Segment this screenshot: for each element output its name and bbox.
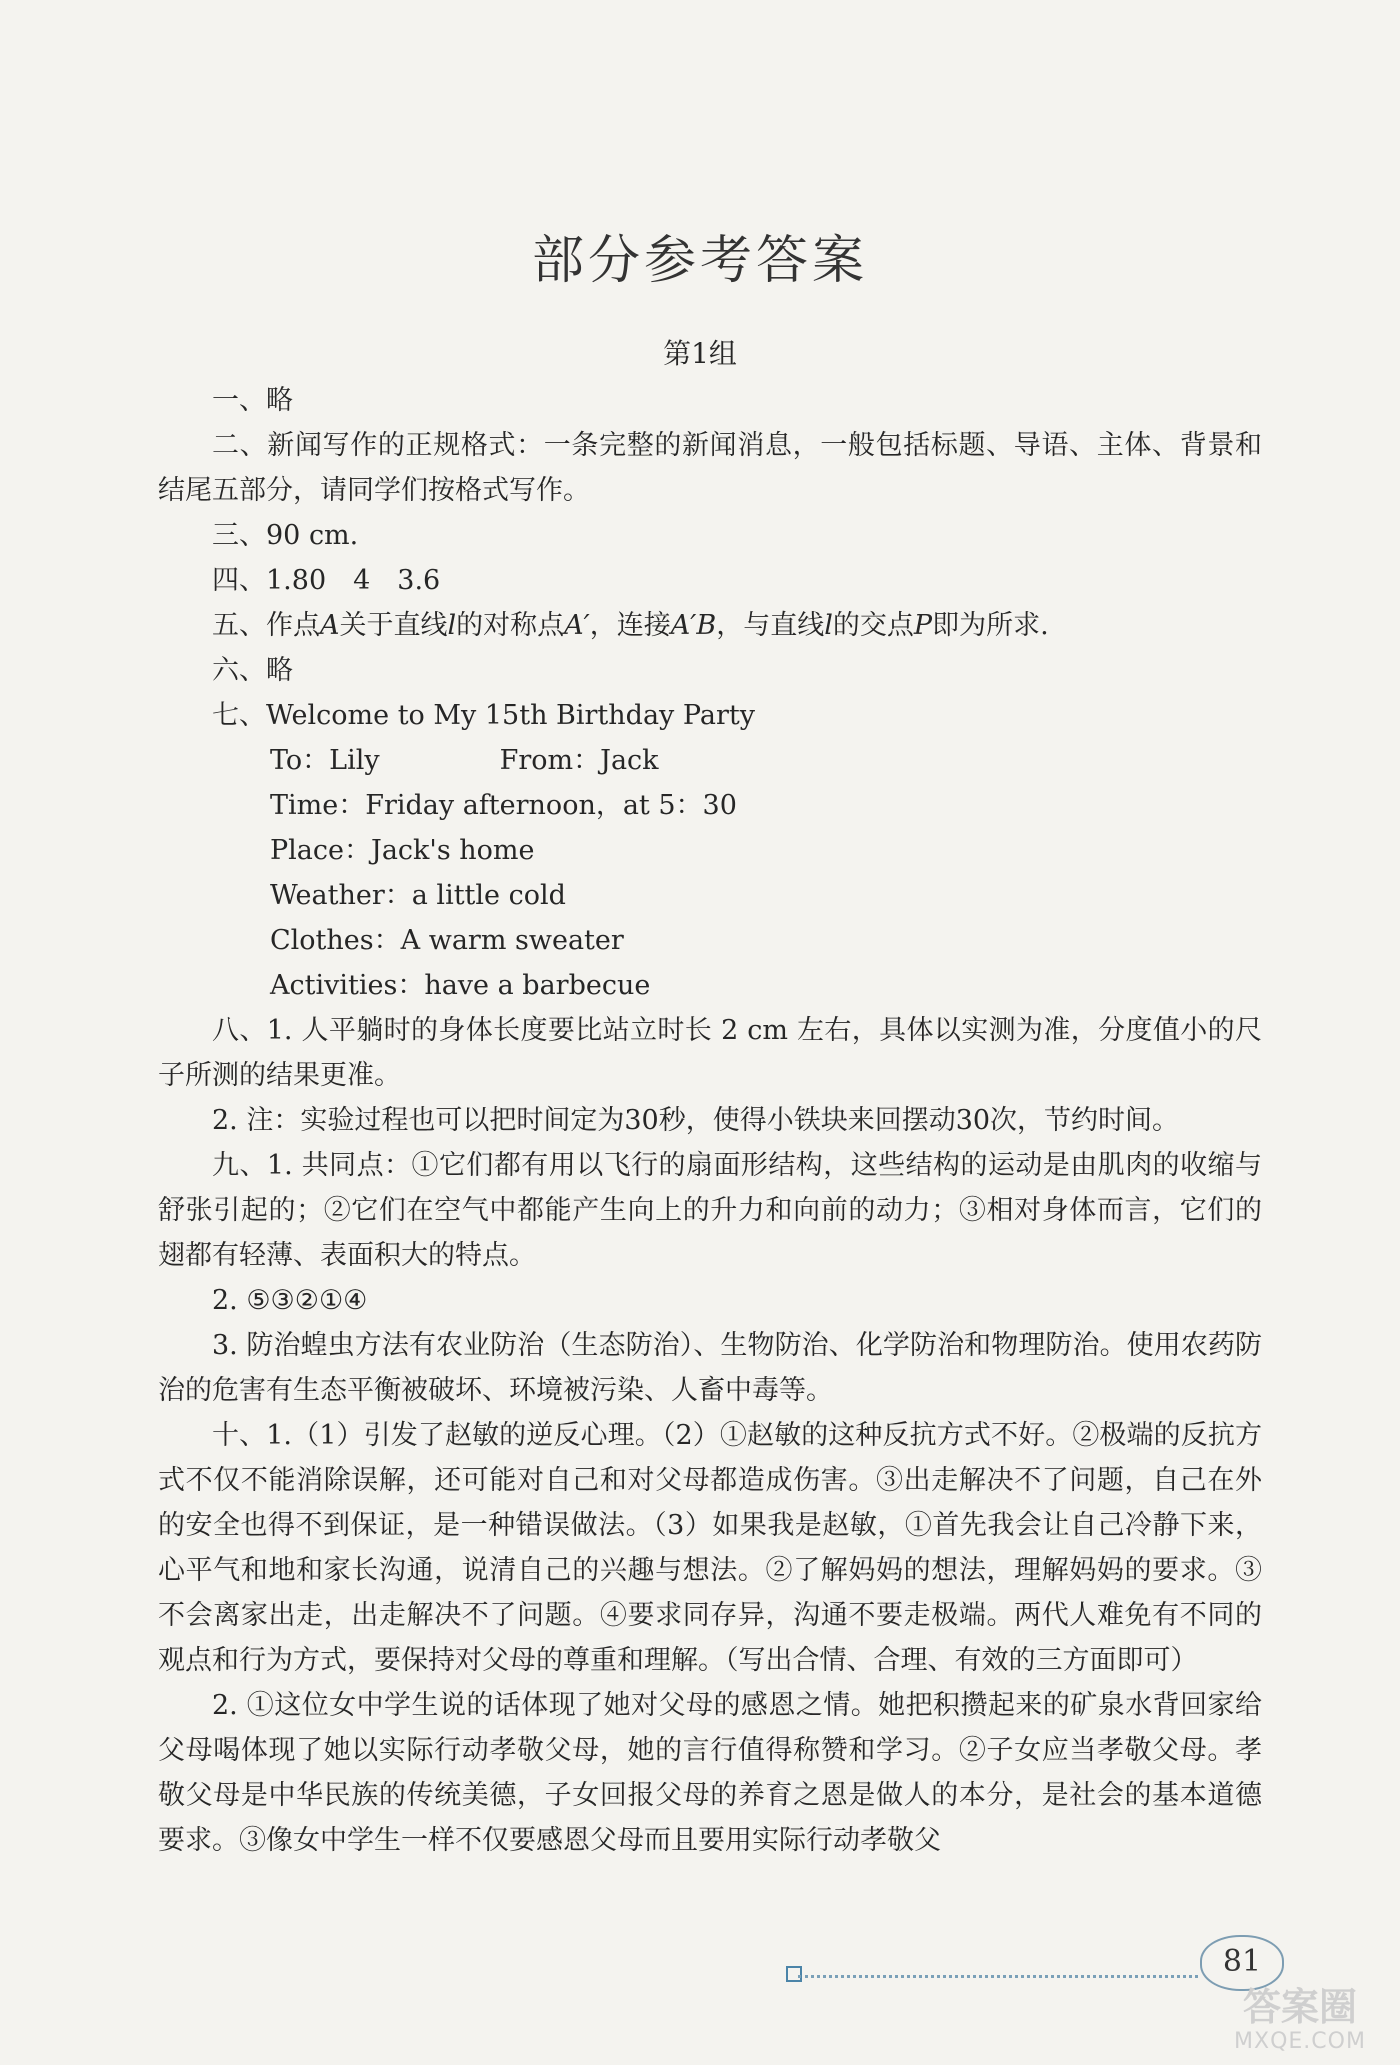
point-a: A bbox=[320, 610, 340, 641]
invite-clothes: Clothes：A warm sweater bbox=[270, 925, 624, 956]
watermark-bottom-text: MXQE.COM bbox=[1234, 2029, 1366, 2054]
watermark-logo bbox=[1210, 1985, 1390, 2060]
line-l: l bbox=[824, 610, 833, 641]
group-title: 第1组 bbox=[663, 337, 737, 370]
page-number: 81 bbox=[1200, 1935, 1284, 1991]
answer-q1: 一、略 bbox=[212, 385, 293, 416]
answer-q10-2: 2. ①这位女中学生说的话体现了她对父母的感恩之情。她把积攒起来的矿泉水背回家给父母喝体现了她以实际行动孝敬父母，她的言行值得称赞和学习。②子女应当孝敬父母。孝敬父母是中华民族的传统美德，子女回报父母的养育之恩是做人的本分，是社会的基本道德要求。③像女中学生一样不仅要感恩父母而且要用实际行动孝敬父 bbox=[158, 1690, 1262, 1856]
answer-q8-1: 八、1. 人平躺时的身体长度要比站立时长 2 cm 左右，具体以实测为准，分度值小的尺子所测的结果更准。 bbox=[158, 1015, 1262, 1091]
answer-q9-3: 3. 防治蝗虫方法有农业防治（生态防治）、生物防治、化学防治和物理防治。使用农药防治的危害有生态平衡被破坏、环境被污染、人畜中毒等。 bbox=[158, 1330, 1262, 1406]
invite-to: To：Lily bbox=[270, 745, 380, 776]
invite-weather: Weather：a little cold bbox=[270, 880, 566, 911]
segment-a-prime-b: A′B bbox=[670, 610, 717, 641]
footer-square-icon bbox=[786, 1966, 802, 1982]
watermark-top-text: 答案圈 bbox=[1242, 1985, 1357, 2029]
answer-q2: 二、新闻写作的正规格式：一条完整的新闻消息，一般包括标题、导语、主体、背景和结尾五部分，请同学们按格式写作。 bbox=[158, 430, 1262, 506]
answer-q5-text: ，与直线 bbox=[716, 610, 825, 641]
answer-q9-2: 2. ⑤③②①④ bbox=[212, 1285, 368, 1316]
answer-body bbox=[158, 378, 1262, 1863]
answer-q9-1: 九、1. 共同点：①它们都有用以飞行的扇面形结构，这些结构的运动是由肌肉的收缩与舒张引起的；②它们在空气中都能产生向上的升力和向前的动力；③相对身体而言，它们的翅都有轻薄、表面积大的特点。 bbox=[158, 1150, 1262, 1271]
answer-q5-text: 即为所求. bbox=[932, 610, 1049, 641]
answer-q7-to-from bbox=[158, 738, 1262, 783]
answer-q5-text: 的交点 bbox=[832, 610, 914, 641]
footer-dotted-line bbox=[798, 1975, 1198, 1978]
point-p: P bbox=[913, 610, 933, 641]
invite-time: Time：Friday afternoon，at 5：30 bbox=[270, 790, 737, 821]
invite-place: Place：Jack's home bbox=[270, 835, 535, 866]
answer-q3: 三、90 cm. bbox=[212, 520, 359, 551]
point-a-prime: A′ bbox=[564, 610, 590, 641]
answer-q5-text: 关于直线 bbox=[339, 610, 448, 641]
invite-from: From：Jack bbox=[499, 745, 659, 776]
answer-q4: 四、1.80 4 3.6 bbox=[212, 565, 441, 596]
page-title: 部分参考答案 bbox=[531, 231, 868, 291]
answer-q5-text: 五、作点 bbox=[212, 610, 320, 641]
answer-q6: 六、略 bbox=[212, 655, 293, 686]
answer-q5 bbox=[158, 603, 1262, 648]
line-l: l bbox=[447, 610, 457, 641]
answer-q10-1: 十、1.（1）引发了赵敏的逆反心理。（2）①赵敏的这种反抗方式不好。②极端的反抗方式不仅不能消除误解，还可能对自己和对父母都造成伤害。③出走解决不了问题，自己在外的安全也得不到保证，是一种错误做法。（3）如果我是赵敏，①首先我会让自己冷静下来，心平气和地和家长沟通，说清自己的兴趣与想法。②了解妈妈的想法，理解妈妈的要求。③不会离家出走，出走解决不了问题。④要求同存异，沟通不要走极端。两代人难免有不同的观点和行为方式，要保持对父母的尊重和理解。（写出合情、合理、有效的三方面即可） bbox=[158, 1420, 1262, 1676]
answer-q8-2: 2. 注：实验过程也可以把时间定为30秒，使得小铁块来回摆动30次，节约时间。 bbox=[212, 1105, 1180, 1136]
answer-q5-text: 的对称点 bbox=[456, 610, 565, 641]
answer-q7-title: 七、Welcome to My 15th Birthday Party bbox=[212, 700, 755, 731]
invite-activities: Activities：have a barbecue bbox=[270, 970, 651, 1001]
answer-q5-text: ，连接 bbox=[589, 610, 671, 641]
